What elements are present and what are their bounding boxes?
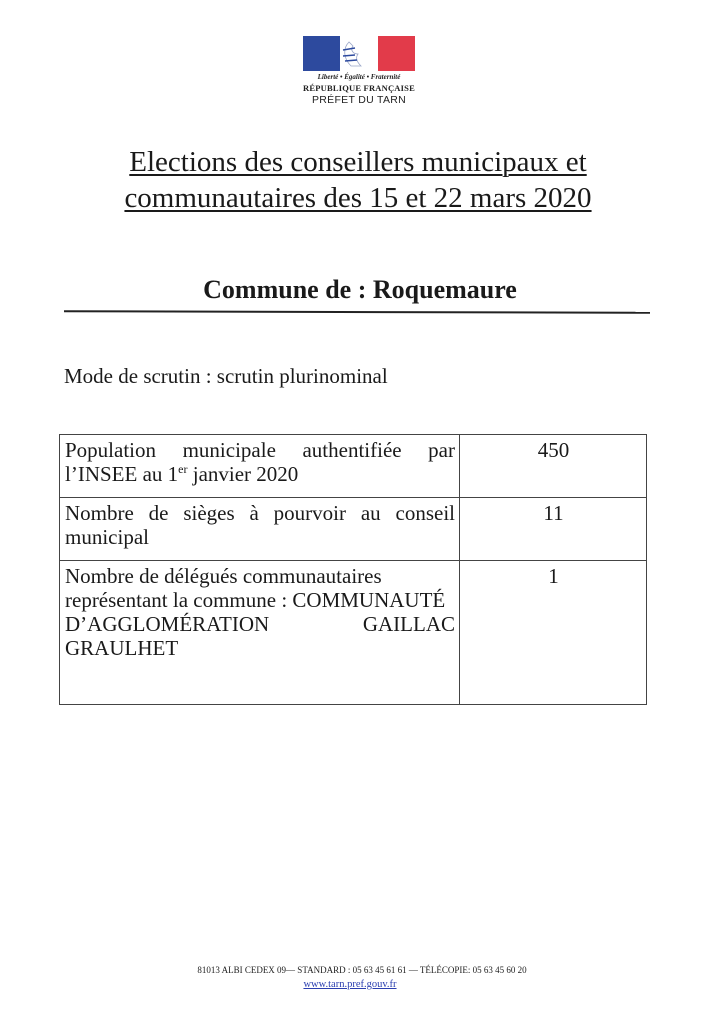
population-label: Population municipale authentifiée par l’INSEE au 1er janvier 2020 [60, 435, 460, 498]
prefecture-name: PRÉFET DU TARN [311, 94, 407, 106]
seats-label: Nombre de sièges à pourvoir au conseil municipal [60, 498, 460, 561]
footer-address: 81013 ALBI CEDEX 09— STANDARD : 05 63 45 61 61 — TÉLÉCOPIE: 05 63 45 60 20 [197, 965, 527, 975]
republic-name: RÉPUBLIQUE FRANÇAISE [303, 83, 415, 93]
table-row-population [60, 435, 647, 498]
marianne-logo [303, 36, 415, 71]
document-title-line-1: Elections des conseillers municipaux et [129, 146, 587, 178]
delegates-value: 1 [460, 561, 647, 705]
delegates-label: Nombre de délégués communautaires représentant la commune : COMMUNAUTÉ D’AGGLOMÉRATION GAILLAC GRAULHET [60, 561, 460, 705]
republic-motto: Liberté • Égalité • Fraternité [317, 73, 401, 81]
footer-website-link[interactable]: www.tarn.pref.gouv.fr [303, 979, 397, 990]
voting-mode: Mode de scrutin : scrutin plurinominal [64, 364, 388, 388]
table-row-seats [60, 498, 647, 561]
seats-value: 11 [460, 498, 647, 561]
table-row-delegates [60, 561, 647, 705]
heading-divider [64, 310, 650, 314]
commune-info-table [59, 434, 647, 705]
document-title-line-2: communautaires des 15 et 22 mars 2020 [124, 182, 592, 214]
population-value: 450 [460, 435, 647, 498]
commune-heading: Commune de : Roquemaure [203, 275, 517, 304]
